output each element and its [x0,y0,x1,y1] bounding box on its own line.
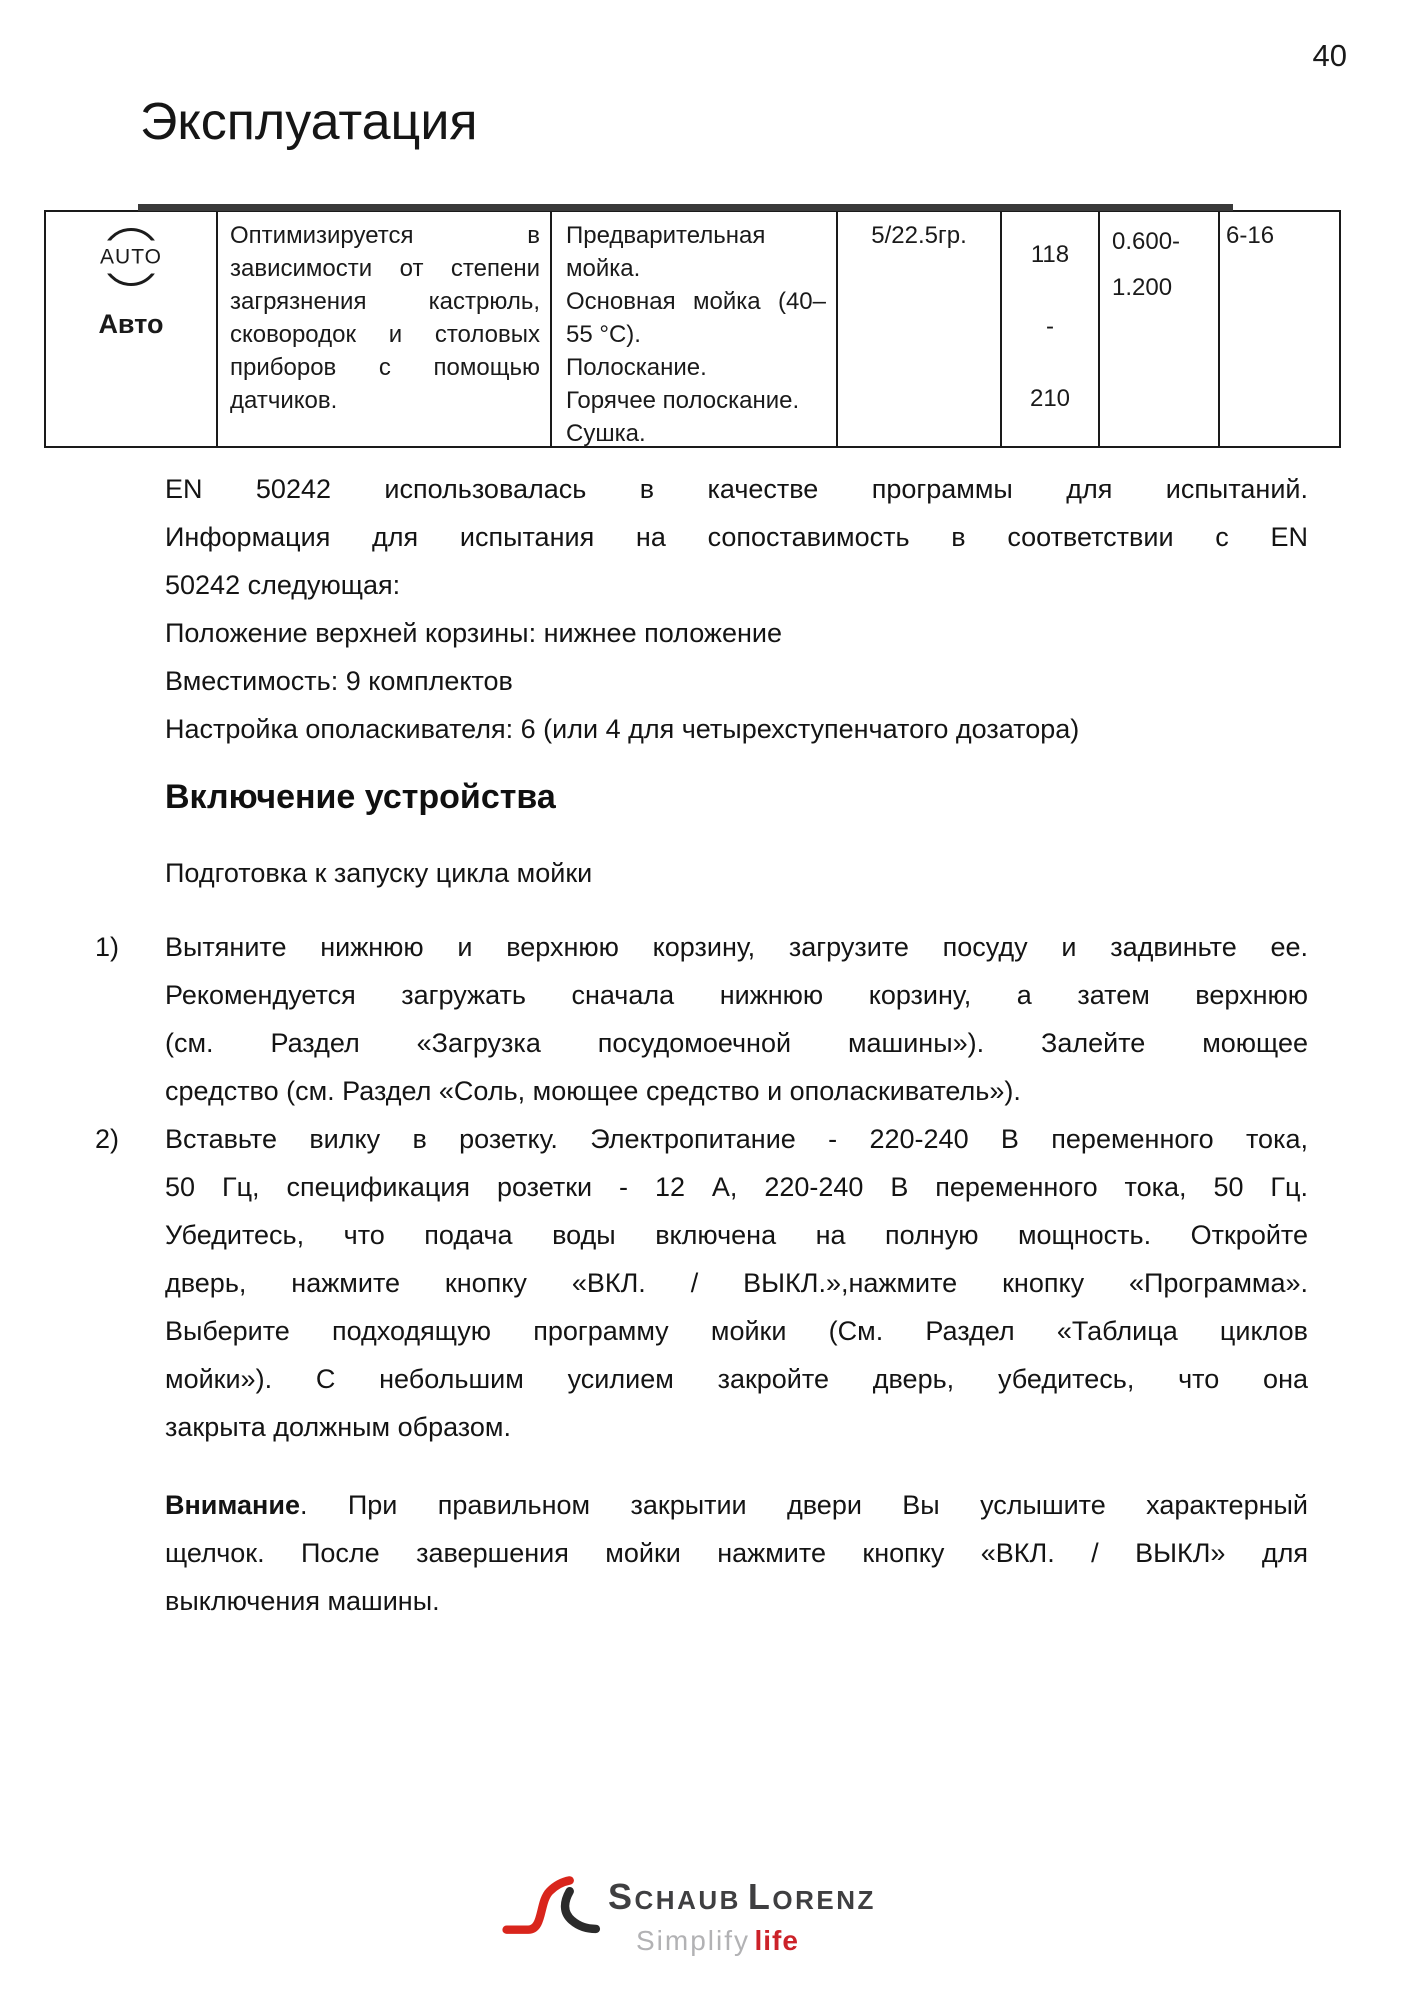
text-line: EN 50242 использовалась в качестве программы для испытаний. [165,474,1308,504]
program-table [44,210,1341,448]
step-line: Сушка. [566,420,646,446]
description-line: приборов с помощью [230,354,540,381]
brand-initial: S [608,1876,635,1917]
text-line [165,1481,1308,1529]
program-icon-cell [46,212,218,446]
text-line: Рекомендуется загружать сначала нижнюю корзину, а затем верхнюю [165,980,1308,1010]
brand-logo [502,1850,932,1966]
list-item [95,1115,1308,1451]
paragraph-basket-position: Положение верхней корзины: нижнее положение [165,618,782,648]
auto-program-icon [102,228,160,286]
description-line: сковородок и столовых [230,321,540,348]
subheading-preparation: Подготовка к запуску цикла мойки [165,858,593,888]
program-name: Авто [98,309,164,339]
section-heading: Включение устройства [165,778,556,816]
text-line: 50242 следующая: [165,570,401,600]
auto-icon-text: AUTO [98,241,164,274]
description-line: загрязнения кастрюль, [230,288,540,315]
step-line: мойка. [566,255,641,282]
paragraph-en50242 [165,465,1308,609]
text-line: щелчок. После завершения мойки нажмите кнопку «ВКЛ. / ВЫКЛ» для [165,1538,1308,1568]
text-line: закрыта должным образом. [165,1412,511,1442]
step-line: Предварительная [566,222,766,249]
energy-cell [1100,212,1220,446]
list-item [95,923,1308,1115]
runtime-line: 118 [1030,241,1070,268]
step-line: Основная мойка (40– [566,288,826,315]
brand-tagline [608,1926,876,1961]
water-cell: 6-16 [1226,222,1275,249]
step-line: 55 °C). [566,321,641,348]
text-line: мойки»). С небольшим усилием закройте дверь, убедитесь, что она [165,1364,1308,1394]
runtime-line: - [1046,313,1054,340]
numbered-list [95,923,1308,1451]
tagline-light: Simplify [636,1925,751,1956]
logo-text [608,1850,876,1961]
brand-initial: L [747,1876,773,1917]
text-line: Убедитесь, что подача воды включена на полную мощность. Откройте [165,1220,1308,1250]
brand-wordmark [608,1878,876,1924]
page-number: 40 [1312,38,1347,73]
text-line: дверь, нажмите кнопку «ВКЛ. / ВЫКЛ.»,нажмите кнопку «Программа». [165,1268,1308,1298]
program-steps-cell [552,212,838,446]
body-text [95,465,1308,1625]
runtime-cell [1002,212,1100,446]
text-line: (см. Раздел «Загрузка посудомоечной машины»). Залейте моющее [165,1028,1308,1058]
schaub-lorenz-logo-icon [502,1850,602,1954]
list-item-number: 2) [95,1124,120,1154]
detergent-cell: 5/22.5гр. [838,212,1002,446]
text-line: Вставьте вилку в розетку. Электропитание - 220-240 В переменного тока, [165,1124,1308,1154]
energy-line: 0.600- [1112,228,1181,255]
tagline-accent: life [754,1925,799,1956]
description-line: зависимости от степени [230,255,540,282]
runtime-line: 210 [1029,385,1071,412]
program-description-cell [218,212,552,446]
paragraph-rinse-aid: Настройка ополаскивателя: 6 (или 4 для четырехступенчатого дозатора) [165,714,1080,744]
step-line: Горячее полоскание. [566,387,800,414]
text-line: средство (см. Раздел «Соль, моющее средство и ополаскиватель»). [165,1076,1021,1106]
paragraph-capacity: Вместимость: 9 комплектов [165,666,513,696]
description-line: датчиков. [230,387,338,414]
energy-line: 1.200 [1112,274,1173,301]
description-line: Оптимизируется в [230,222,540,249]
text-line: Вытяните нижнюю и верхнюю корзину, загрузите посуду и задвиньте ее. [165,932,1308,962]
step-line: Полоскание. [566,354,707,381]
attention-line-rest: . При правильном закрытии двери Вы услышите характерный [299,1490,1308,1520]
brand-letters: ORENZ [772,1885,876,1915]
list-item-number: 1) [95,932,120,962]
text-line: Выберите подходящую программу мойки (См. Раздел «Таблица циклов [165,1316,1308,1346]
page-title: Эксплуатация [140,93,478,151]
text-line: Информация для испытания на сопоставимость в соответствии с EN [165,522,1308,552]
attention-paragraph [165,1481,1308,1625]
title-underline [138,204,1233,211]
attention-lead: Внимание [165,1490,300,1520]
brand-letters: CHAUB [634,1885,741,1915]
text-line: выключения машины. [165,1586,440,1616]
text-line: 50 Гц, спецификация розетки - 12 А, 220-240 В переменного тока, 50 Гц. [165,1172,1308,1202]
